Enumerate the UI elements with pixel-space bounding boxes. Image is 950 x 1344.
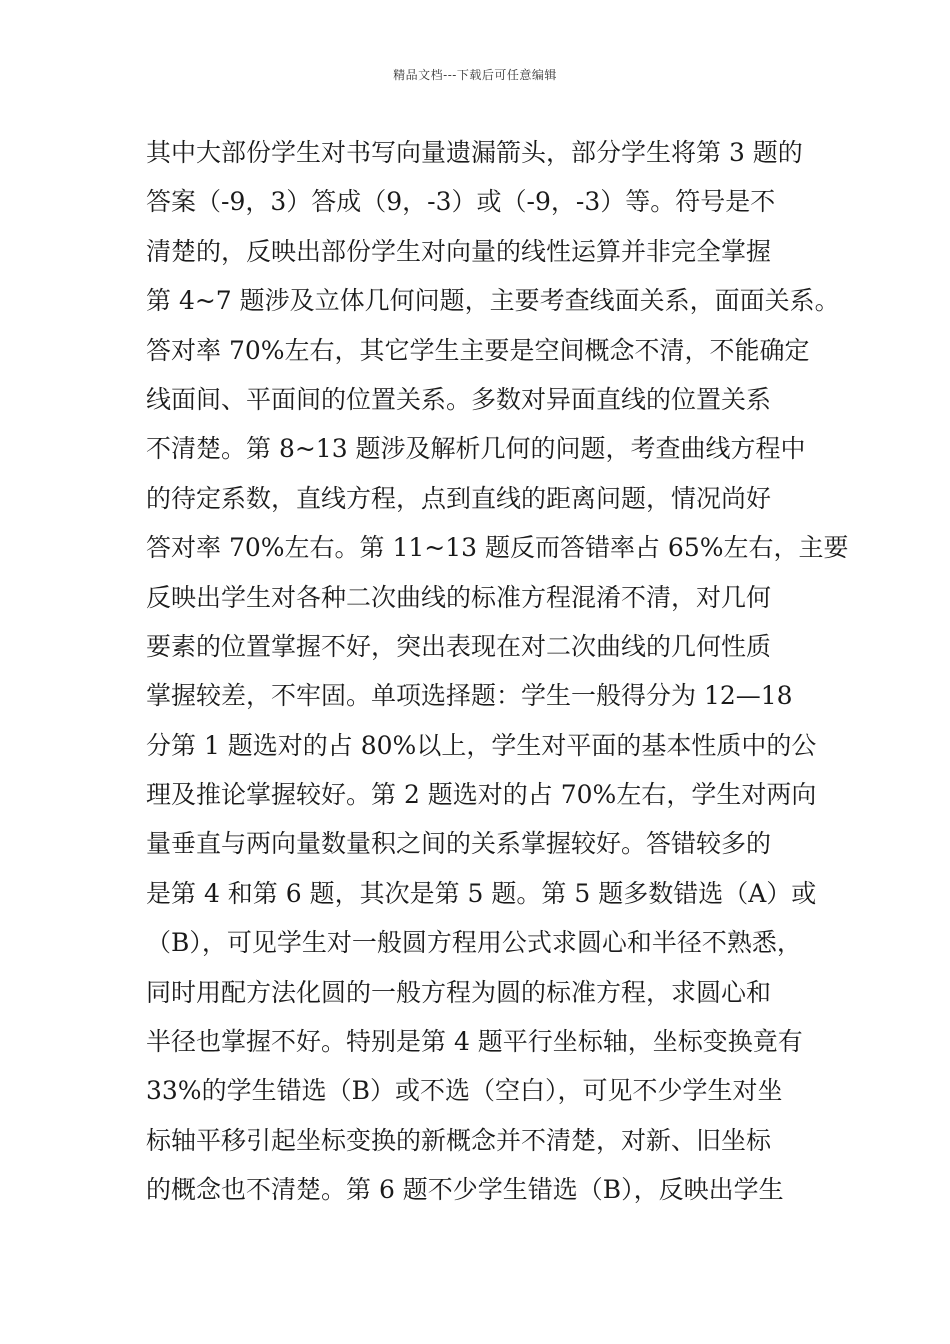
body-line: 答对率 70%左右。第 11~13 题反而答错率占 65%左右，主要 xyxy=(146,533,849,563)
body-line: 掌握较差，不牢固。单项选择题：学生一般得分为 12—18 xyxy=(146,681,793,711)
body-line: 标轴平移引起坐标变换的新概念并不清楚，对新、旧坐标 xyxy=(146,1125,772,1155)
body-line: 同时用配方法化圆的一般方程为圆的标准方程，求圆心和 xyxy=(146,977,772,1007)
body-line: 分第 1 题选对的占 80%以上，学生对平面的基本性质中的公 xyxy=(146,730,817,760)
body-line: 33%的学生错选（B）或不选（空白），可见不少学生对坐 xyxy=(146,1076,783,1106)
body-line: 是第 4 和第 6 题，其次是第 5 题。第 5 题多数错选（A）或 xyxy=(146,878,817,908)
body-line: 其中大部份学生对书写向量遗漏箭头，部分学生将第 3 题的 xyxy=(146,138,803,167)
body-line: 量垂直与两向量数量积之间的关系掌握较好。答错较多的 xyxy=(146,829,772,859)
body-line: 第 4~7 题涉及立体几何问题，主要考查线面关系，面面关系。 xyxy=(146,286,840,316)
body-line: （B），可见学生对一般圆方程用公式求圆心和半径不熟悉， xyxy=(146,928,802,958)
body-line: 理及推论掌握较好。第 2 题选对的占 70%左右，学生对两向 xyxy=(146,780,817,810)
body-line: 答案（-9，3）答成（9，-3）或（-9，-3）等。符号是不 xyxy=(146,187,776,217)
body-line: 反映出学生对各种二次曲线的标准方程混淆不清，对几何 xyxy=(146,582,772,612)
body-line: 的概念也不清楚。第 6 题不少学生错选（B），反映出学生 xyxy=(146,1175,784,1205)
body-line: 线面间、平面间的位置关系。多数对异面直线的位置关系 xyxy=(146,384,772,414)
body-line: 半径也掌握不好。特别是第 4 题平行坐标轴，坐标变换竟有 xyxy=(146,1027,803,1057)
body-line: 的待定系数，直线方程，点到直线的距离问题，情况尚好 xyxy=(146,483,772,513)
body-line: 清楚的，反映出部份学生对向量的线性运算并非完全掌握 xyxy=(146,236,772,266)
body-text xyxy=(146,128,849,1215)
body-line: 要素的位置掌握不好，突出表现在对二次曲线的几何性质 xyxy=(146,631,772,661)
page-header: 精品文档---下载后可任意编辑 xyxy=(393,68,557,82)
body-line: 答对率 70%左右，其它学生主要是空间概念不清，不能确定 xyxy=(146,335,810,365)
body-line: 不清楚。第 8~13 题涉及解析几何的问题，考查曲线方程中 xyxy=(146,434,806,464)
